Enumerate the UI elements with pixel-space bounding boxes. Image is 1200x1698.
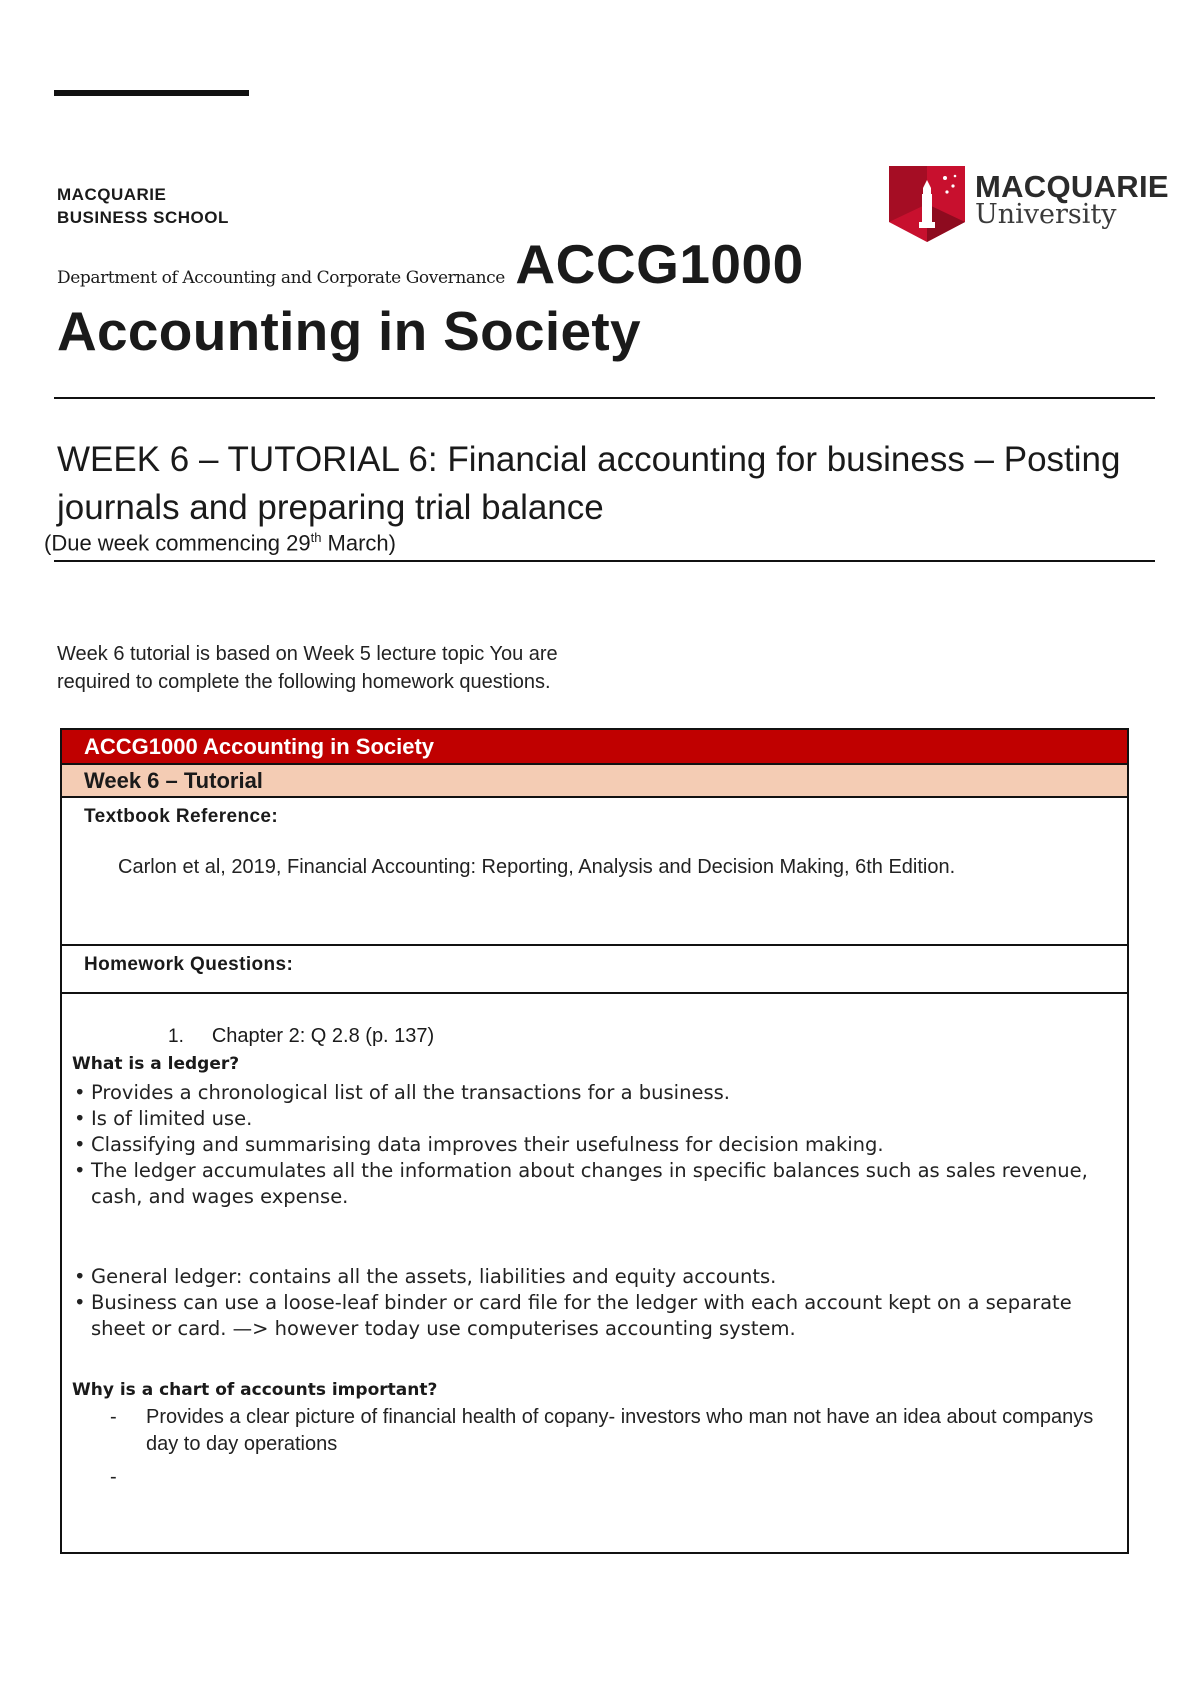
tutorial-table — [60, 728, 1129, 1554]
bullet-icon: • — [74, 1107, 86, 1130]
school-line-1: MACQUARIE — [57, 185, 167, 204]
question-number: 1. — [168, 1026, 184, 1047]
tutorial-title: WEEK 6 – TUTORIAL 6: Financial accounting for business – Posting journals and preparing trial balance — [57, 440, 1121, 527]
department-course-line — [57, 232, 804, 296]
homework-questions-label: Homework Questions: — [84, 954, 294, 975]
list-item-text: Is of limited use. — [91, 1107, 253, 1130]
intro-text — [57, 640, 657, 696]
divider-top — [54, 397, 1155, 399]
list-item-text: Classifying and summarising data improves their usefulness for decision making. — [91, 1133, 884, 1156]
course-code: ACCG1000 — [515, 233, 804, 295]
due-date — [44, 530, 396, 556]
school-name — [57, 183, 229, 229]
due-suffix: March) — [321, 530, 396, 556]
dash-icon: - — [110, 1406, 117, 1428]
chart-of-accounts-heading: Why is a chart of accounts important? — [72, 1380, 438, 1400]
bullet-icon: • — [74, 1291, 86, 1314]
ledger-heading: What is a ledger? — [72, 1054, 240, 1074]
due-prefix: (Due week commencing 29 — [44, 530, 311, 556]
intro-line-1: Week 6 tutorial is based on Week 5 lecture topic You are — [57, 643, 558, 665]
list-item — [72, 1106, 1102, 1132]
bullet-icon: • — [74, 1265, 86, 1288]
due-superscript: th — [310, 530, 322, 545]
question-item — [168, 1025, 434, 1048]
list-item-text: General ledger: contains all the assets, liabilities and equity accounts. — [91, 1265, 777, 1288]
list-item — [72, 1158, 1102, 1210]
table-header-week: Week 6 – Tutorial — [62, 765, 1127, 798]
textbook-reference-label: Textbook Reference: — [84, 806, 279, 827]
list-item — [72, 1290, 1102, 1342]
list-item-text: Provides a clear picture of financial health of copany- investors who man not have an idea about companys day to day operations — [146, 1406, 1094, 1455]
list-item-text: Business can use a loose-leaf binder or card file for the ledger with each account kept on a separate sheet or card. —> however today use computerises accounting system. — [91, 1291, 1072, 1340]
bullet-icon: • — [74, 1159, 86, 1182]
answers-cell — [62, 994, 1127, 1552]
list-item-text: Provides a chronological list of all the transactions for a business. — [91, 1081, 730, 1104]
divider-bottom — [54, 560, 1155, 562]
logo-text-line-1: MACQUARIE — [975, 169, 1169, 204]
question-text: Chapter 2: Q 2.8 (p. 137) — [211, 1025, 435, 1047]
general-ledger-bullet-list — [72, 1264, 1102, 1342]
list-item — [72, 1264, 1102, 1290]
chart-of-accounts-list — [110, 1404, 1110, 1488]
course-title: Accounting in Society — [57, 300, 641, 362]
bullet-icon: • — [74, 1133, 86, 1156]
school-line-2: BUSINESS SCHOOL — [57, 208, 229, 227]
dash-icon: - — [110, 1466, 117, 1488]
intro-line-2: required to complete the following homework questions. — [57, 671, 551, 693]
textbook-reference-cell — [62, 798, 1127, 946]
table-header-course: ACCG1000 Accounting in Society — [62, 730, 1127, 765]
list-item — [110, 1404, 1110, 1458]
bullet-icon: • — [74, 1081, 86, 1104]
list-item-text: The ledger accumulates all the information about changes in specific balances such as sales revenue, cash, and wages expense. — [91, 1159, 1088, 1208]
list-item — [72, 1132, 1102, 1158]
homework-questions-cell — [62, 946, 1127, 994]
list-item — [72, 1080, 1102, 1106]
department-name: Department of Accounting and Corporate Governance — [57, 268, 505, 288]
ledger-bullet-list — [72, 1080, 1102, 1210]
top-accent-bar — [54, 90, 249, 96]
logo-text-line-2: University — [975, 199, 1117, 230]
textbook-reference-text: Carlon et al, 2019, Financial Accounting: Reporting, Analysis and Decision Making, 6th Edition. — [118, 856, 956, 878]
